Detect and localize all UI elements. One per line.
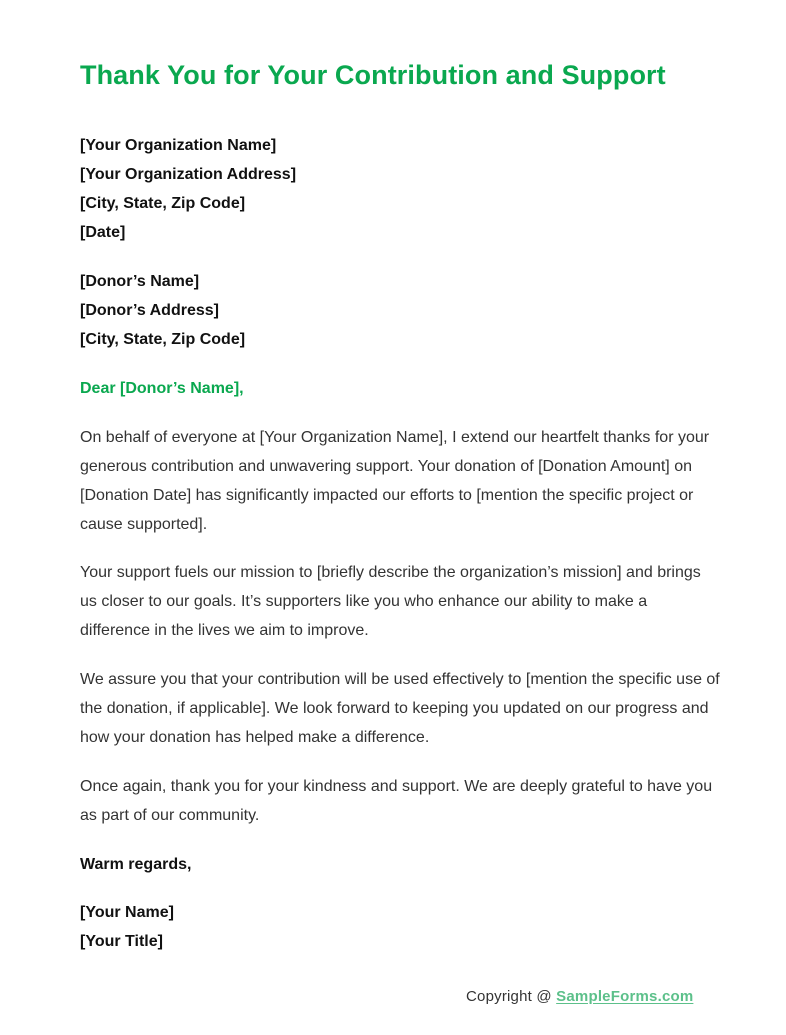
body-paragraph: We assure you that your contribution will be used effectively to [mention the specific use of the donation, if applicable]. We look forward to keeping you updated on our progress and how your donation has helped make a difference. xyxy=(80,671,720,746)
letter-date: [Date] xyxy=(80,224,126,241)
signer-title: [Your Title] xyxy=(80,933,163,950)
recipient-address-block xyxy=(80,267,245,354)
salutation: Dear [Donor’s Name], xyxy=(80,380,244,397)
body-paragraph: Once again, thank you for your kindness and support. We are deeply grateful to have you as part of our community. xyxy=(80,778,713,824)
signature-block xyxy=(80,898,174,956)
body-paragraph: Your support fuels our mission to [briefly describe the organization’s mission] and brings us closer to our goals. It’s supporters like you who enhance our ability to make a difference in the lives we aim to improve. xyxy=(80,564,701,639)
closing: Warm regards, xyxy=(80,856,192,873)
sampleforms-link[interactable]: SampleForms.com xyxy=(556,988,694,1005)
letter-title: Thank You for Your Contribution and Support xyxy=(80,60,666,90)
copyright-text: Copyright @ xyxy=(466,988,557,1005)
donor-city-state-zip: [City, State, Zip Code] xyxy=(80,331,246,348)
copyright-footer xyxy=(466,988,693,1005)
sender-organization-address: [Your Organization Address] xyxy=(80,166,297,183)
signer-name: [Your Name] xyxy=(80,904,174,921)
sender-organization-name: [Your Organization Name] xyxy=(80,137,277,154)
body-paragraph: On behalf of everyone at [Your Organization Name], I extend our heartfelt thanks for your generous contribution and unwavering support. Your donation of [Donation Amount] on [Donation Date] has significantly impacted our efforts to [mention the specific project or cause supported]. xyxy=(80,429,710,533)
sender-city-state-zip: [City, State, Zip Code] xyxy=(80,195,246,212)
donor-name: [Donor’s Name] xyxy=(80,273,200,290)
sender-address-block xyxy=(80,131,296,247)
donor-address: [Donor’s Address] xyxy=(80,302,219,319)
